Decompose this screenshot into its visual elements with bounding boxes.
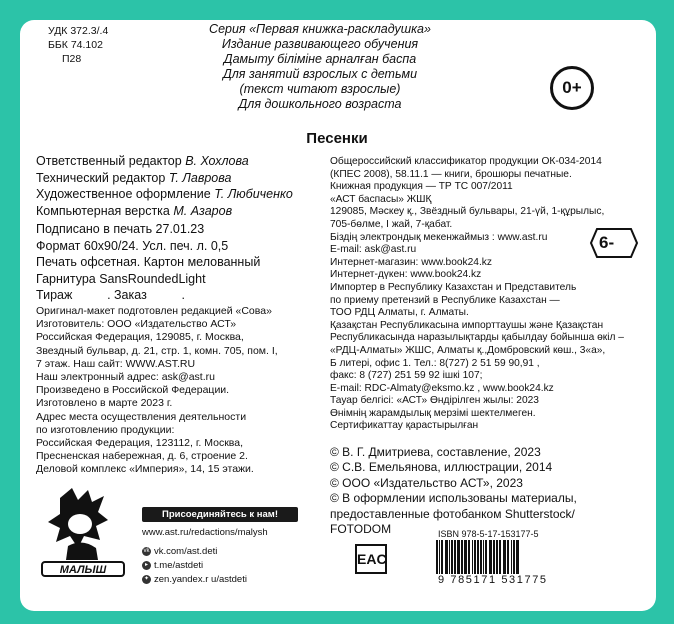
barcode-bar <box>439 540 440 574</box>
author-sign: П28 <box>62 53 82 65</box>
copyright-block <box>330 445 577 537</box>
info-line: 129085, Мәскеу қ., Звёздный бульвары, 21-үй, 1-құрылыс, <box>330 206 605 218</box>
barcode-bar <box>464 540 467 574</box>
barcode-bar <box>454 540 456 574</box>
barcode-bar <box>477 540 479 574</box>
print-line: Печать офсетная. Картон мелованный <box>36 255 261 269</box>
barcode-bar <box>496 540 498 574</box>
info-line: факс: 8 (727) 251 59 92 ішкі 107; <box>330 370 483 382</box>
series-line: Серия «Первая книжка-раскладушка» <box>209 22 431 36</box>
social-link-zen[interactable] <box>142 573 247 587</box>
barcode-bar <box>468 540 470 574</box>
print-line: Подписано в печать 27.01.23 <box>36 222 205 236</box>
staff-list <box>36 153 293 219</box>
series-line: Дамыту біліміне арналған баспа <box>223 52 417 66</box>
print-info <box>36 221 260 304</box>
eac-mark: EAC <box>355 544 387 574</box>
barcode-bar <box>436 540 438 574</box>
series-line: Издание развивающего обучения <box>221 37 419 51</box>
staff-name: В. Хохлова <box>185 154 249 168</box>
info-line: «АСТ баспасы» ЖШҚ <box>330 193 432 205</box>
social-link-telegram[interactable] <box>142 559 247 573</box>
publisher-line: Российская Федерация, 129085, г. Москва, <box>36 331 244 344</box>
udk-block <box>48 24 108 66</box>
telegram-icon: ▸ <box>142 561 151 570</box>
barcode-bar <box>489 540 492 574</box>
info-line: E-mail: ask@ast.ru <box>330 244 417 256</box>
info-line: Интернет-магазин: www.book24.kz <box>330 256 492 268</box>
staff-row <box>36 153 293 170</box>
barcode-bar <box>449 540 450 574</box>
staff-row <box>36 186 293 203</box>
info-line: Общероссийский классификатор продукции ОК-034-2014 <box>330 156 602 167</box>
barcode-bar <box>474 540 476 574</box>
print-line: Гарнитура SansRoundedLight <box>36 271 206 286</box>
copyright-line: предоставленные фотобанком Shutterstock/ <box>330 506 575 521</box>
series-block <box>170 22 470 112</box>
udk-line: УДК 372.3/.4 <box>48 25 109 37</box>
age-rating-badge: 0+ <box>550 66 594 110</box>
zen-icon: ✦ <box>143 575 150 582</box>
info-line: Сертификаттау қарастырылған <box>330 420 479 432</box>
info-line: (КПЕС 2008), 58.11.1 — книги, брошюры печатные. <box>330 168 572 180</box>
barcode-bar <box>480 540 482 574</box>
classifier-block <box>330 156 624 433</box>
barcode-number: 9 785171 531775 <box>438 574 548 586</box>
isbn: ISBN 978-5-17-153177-5 <box>438 529 539 539</box>
publisher-line: Оригинал-макет подготовлен редакцией «Сова» <box>36 305 272 317</box>
info-line: Республикасында наразылықтарды қабылдау бойынша өкіл – <box>330 332 624 344</box>
staff-role: Ответственный редактор <box>36 154 182 168</box>
info-line: Қазақстан Республикасына импорттаушы және Қазақстан <box>330 319 604 331</box>
staff-name: Т. Лаврова <box>168 170 232 185</box>
barcode-bar <box>511 540 512 574</box>
series-line: Для занятий взрослых с детьми <box>222 67 418 81</box>
info-line: Біздің электрондық мекенжаймыз : www.ast.ru <box>330 231 548 243</box>
barcode-bar <box>485 540 487 574</box>
barcode-bar <box>457 540 460 574</box>
vk-icon: vk <box>143 547 150 554</box>
publisher-line: Изготовитель: ООО «Издательство АСТ» <box>36 318 237 331</box>
copyright-line: © С.В. Емельянова, иллюстрации, 2014 <box>330 460 553 475</box>
join-banner: Присоединяйтесь к нам! <box>142 507 298 522</box>
publisher-line: по изготовлению продукции: <box>36 423 175 436</box>
barcode-bar <box>441 540 443 574</box>
info-line: 705-бөлме, I жай, 7-қабат. <box>330 218 453 230</box>
info-line: «РДЦ-Алматы» ЖШС, Алматы қ.,Домбровский көш., 3«а», <box>330 344 606 356</box>
copyright-line: FOTODOM <box>330 522 392 537</box>
publisher-line: Произведено в Российской Федерации. <box>36 384 230 397</box>
age-rating-right <box>599 233 614 253</box>
staff-role: Художественное оформление <box>36 187 211 201</box>
publisher-line: 7 этаж. Наш сайт: WWW.AST.RU <box>36 357 196 370</box>
malysh-logo-icon <box>38 486 128 578</box>
barcode-bar <box>445 540 448 574</box>
staff-row <box>36 203 293 220</box>
age-rating-text: 6- <box>599 233 615 252</box>
copyright-line: © В оформлении использованы материалы, <box>330 491 577 506</box>
book-title: Песенки <box>306 130 368 147</box>
bbk-line: ББК 74.102 <box>48 39 103 51</box>
social-link-text: vk.com/ast.deti <box>154 546 218 557</box>
print-line: Тираж . Заказ . <box>36 288 185 302</box>
info-line: Импортер в Республику Казахстан и Представитель <box>330 281 577 293</box>
age-badge-frame-icon <box>589 227 639 259</box>
publisher-line: Адрес места осуществления деятельности <box>36 410 247 423</box>
info-line: Б литері, офис 1. Тел.: 8(727) 2 51 59 90,91 , <box>330 357 540 369</box>
ast-url[interactable]: www.ast.ru/redactions/malysh <box>142 527 268 538</box>
publisher-line: Российская Федерация, 123112, г. Москва, <box>36 437 244 450</box>
info-line: Книжная продукция — ТР ТС 007/2011 <box>330 181 513 193</box>
social-links <box>142 545 247 587</box>
publisher-line: Пресненская набережная, д. 6, строение 2. <box>36 450 248 463</box>
info-line: Өнімнің жарамдылық мерзімі шектелмеген. <box>330 407 536 419</box>
barcode-icon <box>434 540 584 574</box>
info-line: E-mail: RDC-Almaty@eksmo.kz , www.book24.kz <box>330 382 554 394</box>
print-line: Формат 60x90/24. Усл. печ. л. 0,5 <box>36 238 229 253</box>
barcode-bar <box>461 540 463 574</box>
series-line: (текст читают взрослые) <box>239 82 401 96</box>
copyright-line: © ООО «Издательство АСТ», 2023 <box>330 475 523 490</box>
barcode-bar <box>493 540 495 574</box>
logo-text: МАЛЫШ <box>59 564 107 576</box>
series-line: Для дошкольного возраста <box>238 97 402 111</box>
publisher-line: Изготовлено в марте 2023 г. <box>36 397 173 410</box>
barcode-bar <box>451 540 453 574</box>
social-link-text: zen.yandex.r u/astdeti <box>154 574 247 585</box>
info-line: ТОО РДЦ Алматы, г. Алматы. <box>330 307 469 319</box>
staff-role: Технический редактор <box>36 170 166 185</box>
barcode-bar <box>507 540 509 574</box>
info-line: Интернет-дүкен: www.book24.kz <box>330 269 482 281</box>
barcode-bar <box>503 540 506 574</box>
staff-name: М. Азаров <box>173 203 233 218</box>
barcode-bar <box>516 540 519 574</box>
staff-role: Компьютерная верстка <box>36 203 170 218</box>
publisher-line: Наш электронный адрес: ask@ast.ru <box>36 371 215 384</box>
copyright-line: © В. Г. Дмитриева, составление, 2023 <box>330 445 541 459</box>
staff-name: Т. Любиченко <box>214 187 293 201</box>
social-link-text: t.me/astdeti <box>154 560 204 571</box>
barcode-bar <box>499 540 501 574</box>
barcode-bar <box>472 540 473 574</box>
publisher-block <box>36 305 278 477</box>
social-link-vk[interactable] <box>142 545 247 559</box>
staff-row <box>36 170 293 187</box>
info-line: Тауар белгісі: «АСТ» Өндірілген жылы: 2023 <box>330 395 539 407</box>
publisher-line: Деловой комплекс «Империя», 14, 15 этажи. <box>36 463 254 476</box>
info-line: по приему претензий в Республике Казахстан — <box>330 294 560 306</box>
barcode-bar <box>483 540 484 574</box>
barcode-bar <box>513 540 515 574</box>
publisher-line: Звездный бульвар, д. 21, стр. 1, комн. 705, пом. I, <box>36 344 278 357</box>
